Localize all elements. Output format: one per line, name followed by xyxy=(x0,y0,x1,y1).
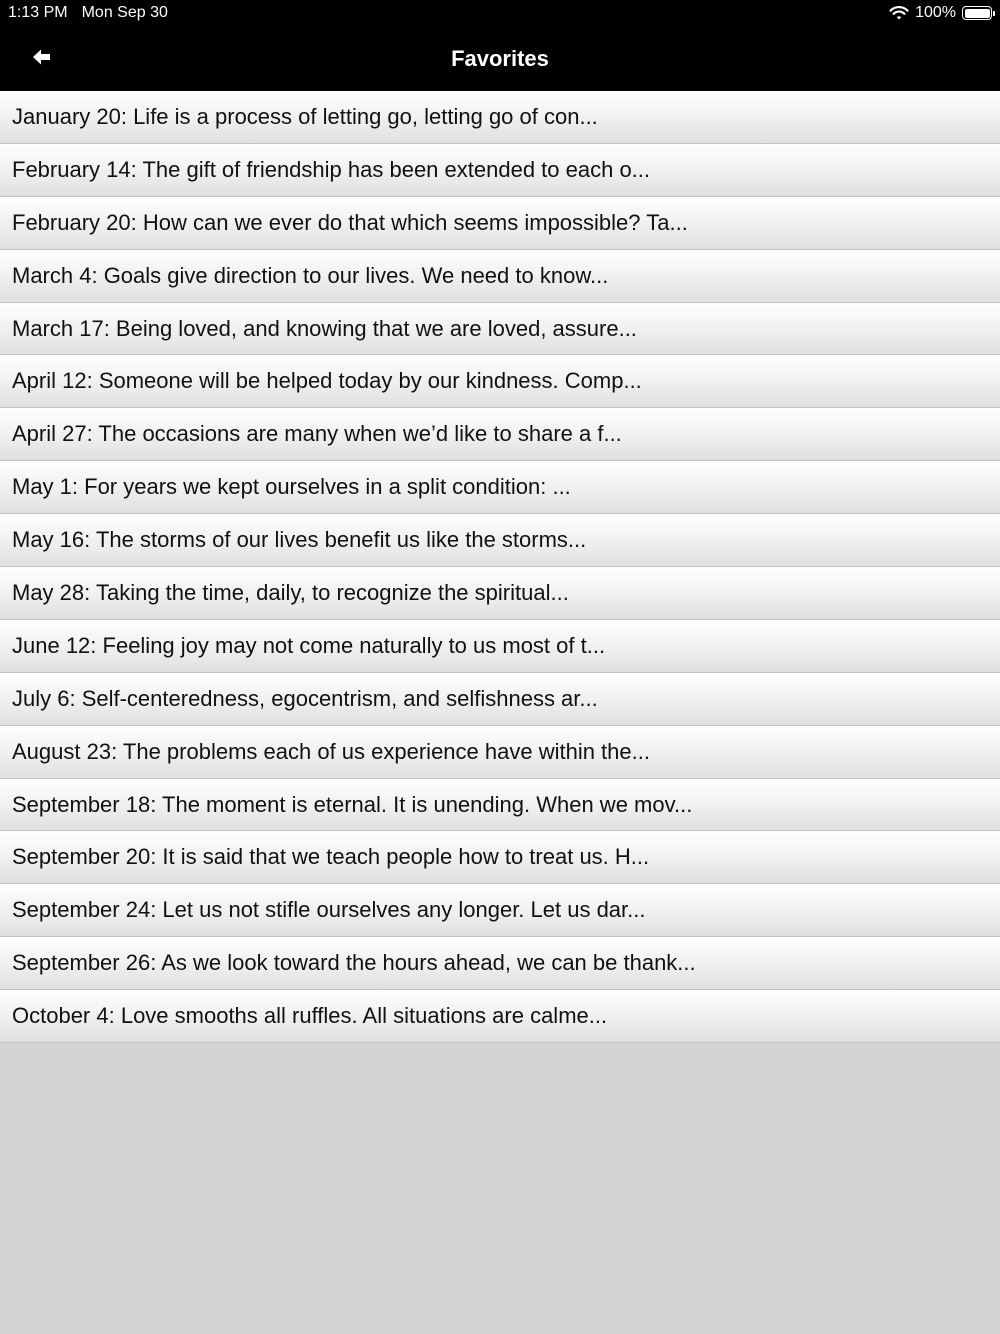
battery-icon xyxy=(962,6,992,20)
list-item[interactable]: July 6: Self-centeredness, egocentrism, and selfishness ar... xyxy=(0,673,1000,726)
list-item[interactable]: February 14: The gift of friendship has been extended to each o... xyxy=(0,144,1000,197)
list-item[interactable]: September 18: The moment is eternal. It is unending. When we mov... xyxy=(0,779,1000,832)
list-item[interactable]: February 20: How can we ever do that which seems impossible? Ta... xyxy=(0,197,1000,250)
status-indicators xyxy=(889,4,992,22)
list-item[interactable]: January 20: Life is a process of letting go, letting go of con... xyxy=(0,91,1000,144)
list-item[interactable]: March 17: Being loved, and knowing that we are loved, assure... xyxy=(0,303,1000,356)
status-bar xyxy=(0,0,1000,26)
favorites-list xyxy=(0,91,1000,1043)
list-item[interactable]: September 20: It is said that we teach people how to treat us. H... xyxy=(0,831,1000,884)
battery-fill xyxy=(965,9,990,18)
list-item[interactable]: April 27: The occasions are many when we’d like to share a f... xyxy=(0,408,1000,461)
wifi-icon xyxy=(889,5,909,21)
back-button[interactable] xyxy=(24,42,60,76)
arrow-left-icon xyxy=(33,49,51,70)
list-item[interactable]: September 24: Let us not stifle ourselves any longer. Let us dar... xyxy=(0,884,1000,937)
list-item[interactable]: June 12: Feeling joy may not come naturally to us most of t... xyxy=(0,620,1000,673)
list-item[interactable]: October 4: Love smooths all ruffles. All situations are calme... xyxy=(0,990,1000,1043)
list-item[interactable]: May 1: For years we kept ourselves in a split condition: ... xyxy=(0,461,1000,514)
list-item[interactable]: March 4: Goals give direction to our lives. We need to know... xyxy=(0,250,1000,303)
navigation-bar xyxy=(0,26,1000,91)
list-item[interactable]: May 28: Taking the time, daily, to recognize the spiritual... xyxy=(0,567,1000,620)
list-item[interactable]: April 12: Someone will be helped today by our kindness. Comp... xyxy=(0,355,1000,408)
page-title: Favorites xyxy=(451,45,549,71)
list-item[interactable]: September 26: As we look toward the hours ahead, we can be thank... xyxy=(0,937,1000,990)
list-item[interactable]: May 16: The storms of our lives benefit us like the storms... xyxy=(0,514,1000,567)
status-time: 1:13 PM xyxy=(8,4,68,21)
battery-percent: 100% xyxy=(915,4,956,21)
list-item[interactable]: August 23: The problems each of us experience have within the... xyxy=(0,726,1000,779)
status-date: Mon Sep 30 xyxy=(81,4,168,21)
